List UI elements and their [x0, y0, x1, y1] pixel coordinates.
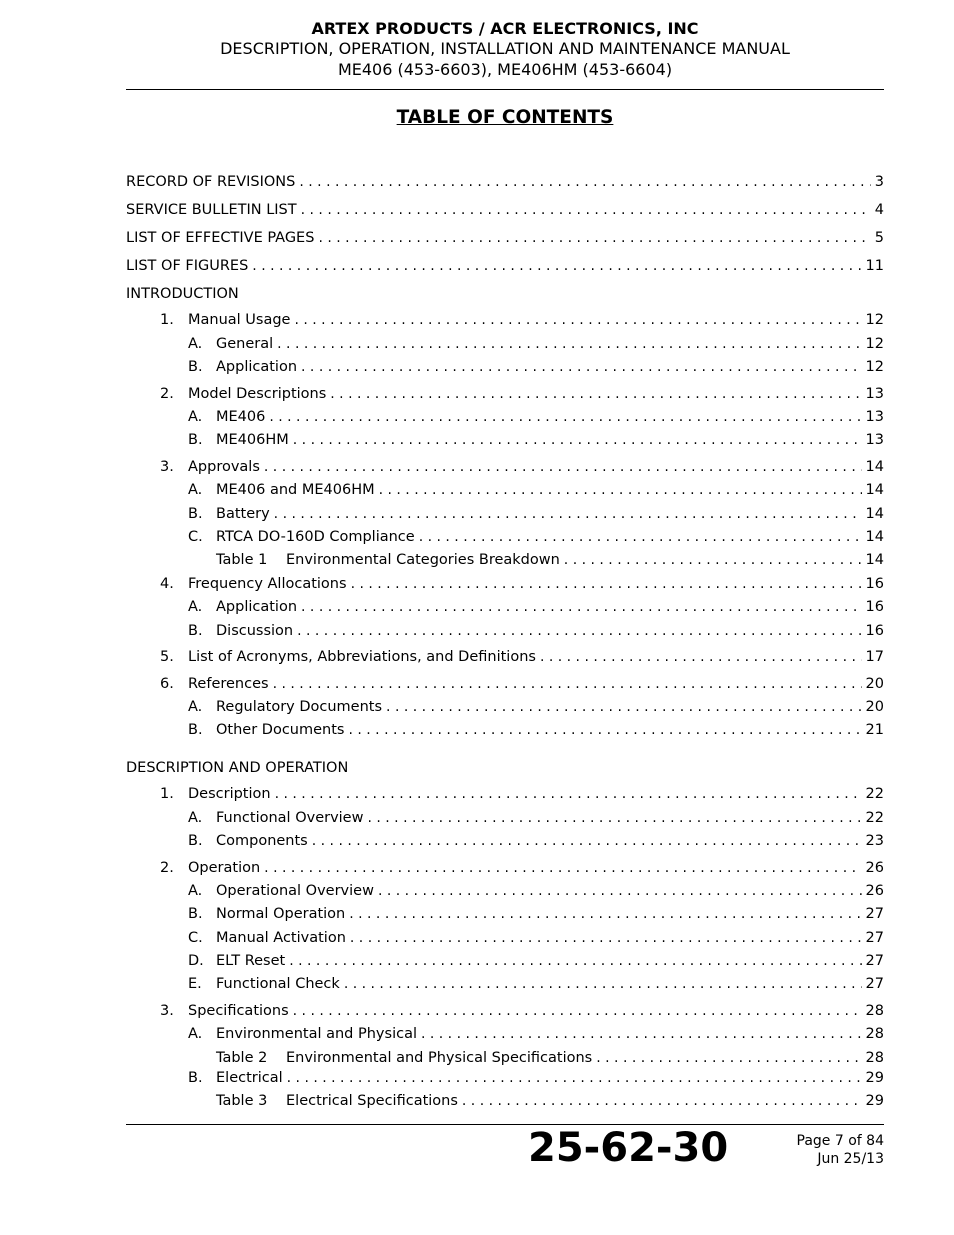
- toc-entry-number: 2.: [160, 860, 174, 876]
- toc-entry-number: E.: [188, 976, 202, 992]
- toc-entry-title: LIST OF FIGURES: [126, 258, 249, 274]
- dot-leader: [293, 1001, 862, 1021]
- toc-entry-number: A.: [188, 336, 203, 352]
- dot-leader: [287, 1068, 862, 1088]
- toc-entry[interactable]: [126, 172, 884, 192]
- toc-entry-number: 5.: [160, 649, 174, 665]
- toc-page-number: 13: [865, 409, 884, 425]
- dot-leader: [301, 597, 862, 617]
- toc-page-number: 27: [865, 906, 884, 922]
- toc-page-number: 29: [865, 1093, 884, 1109]
- toc-entry[interactable]: [188, 430, 884, 450]
- toc-entry[interactable]: [188, 621, 884, 641]
- toc-entry-number: C.: [188, 930, 203, 946]
- toc-entry-number: A.: [188, 1026, 203, 1042]
- dot-leader: [297, 621, 861, 641]
- toc-entry-title: Manual Usage: [188, 312, 291, 328]
- toc-entry-number: B.: [188, 1070, 203, 1086]
- dot-leader: [318, 228, 870, 248]
- toc-entry-title: General: [216, 336, 274, 352]
- toc-entry-title: RTCA DO-160D Compliance: [216, 529, 415, 545]
- toc-entry[interactable]: [188, 881, 884, 901]
- dot-leader: [419, 527, 862, 547]
- toc-page-number: 13: [865, 386, 884, 402]
- toc-page-number: 22: [865, 786, 884, 802]
- section-heading: INTRODUCTION: [126, 286, 239, 302]
- toc-entry-title: Approvals: [188, 459, 260, 475]
- toc-entry[interactable]: [188, 1068, 884, 1088]
- toc-entry-number: B.: [188, 506, 203, 522]
- dot-leader: [367, 808, 861, 828]
- toc-entry[interactable]: [188, 504, 884, 524]
- document-code: 25-62-30: [528, 1125, 729, 1171]
- toc-page-number: 12: [865, 312, 884, 328]
- toc-page-number: 16: [865, 576, 884, 592]
- toc-entry-title: Environmental and Physical: [216, 1026, 417, 1042]
- toc-entry-number: B.: [188, 833, 203, 849]
- toc-table-label: Table 3: [216, 1093, 268, 1109]
- dot-leader: [379, 480, 862, 500]
- toc-entry[interactable]: [188, 357, 884, 377]
- toc-page-number: 29: [865, 1070, 884, 1086]
- toc-entry-number: B.: [188, 432, 203, 448]
- toc-entry[interactable]: [188, 480, 884, 500]
- toc-page-number: 12: [865, 336, 884, 352]
- dot-leader: [301, 200, 871, 220]
- toc-page-number: 28: [865, 1050, 884, 1066]
- toc-entry-title: Functional Check: [216, 976, 340, 992]
- toc-entry-title: Normal Operation: [216, 906, 346, 922]
- toc-entry-title: Environmental and Physical Specifications: [286, 1050, 593, 1066]
- toc-entry-number: 1.: [160, 312, 174, 328]
- dot-leader: [349, 904, 861, 924]
- toc-entry[interactable]: [160, 858, 884, 878]
- dot-leader: [274, 504, 862, 524]
- toc-entry-title: SERVICE BULLETIN LIST: [126, 202, 297, 218]
- model-numbers: ME406 (453-6603), ME406HM (453-6604): [337, 60, 673, 79]
- dot-leader: [273, 674, 862, 694]
- toc-entry-title: Functional Overview: [216, 810, 364, 826]
- toc-entry-number: 3.: [160, 1003, 174, 1019]
- toc-entry-number: 2.: [160, 386, 174, 402]
- toc-page-number: 17: [865, 649, 884, 665]
- dot-leader: [264, 457, 862, 477]
- toc-entry-number: A.: [188, 599, 203, 615]
- toc-entry-number: A.: [188, 482, 203, 498]
- toc-entry-title: References: [188, 676, 269, 692]
- toc-entry-number: B.: [188, 359, 203, 375]
- dot-leader: [275, 784, 862, 804]
- dot-leader: [348, 720, 861, 740]
- toc-entry-title: Components: [216, 833, 308, 849]
- dot-leader: [350, 928, 862, 948]
- toc-entry-number: 1.: [160, 786, 174, 802]
- toc-entry[interactable]: [188, 334, 884, 354]
- dot-leader: [252, 256, 861, 276]
- header-divider: [126, 89, 884, 90]
- toc-entry[interactable]: [160, 384, 884, 404]
- page-info: [797, 1132, 884, 1168]
- toc-page-number: 27: [865, 930, 884, 946]
- toc-entry-title: LIST OF EFFECTIVE PAGES: [126, 230, 315, 246]
- toc-entry[interactable]: [160, 784, 884, 804]
- toc-entry-number: 4.: [160, 576, 174, 592]
- toc-entry-title: Description: [188, 786, 271, 802]
- toc-entry[interactable]: [188, 808, 884, 828]
- toc-page-number: 20: [865, 676, 884, 692]
- toc-entry-title: Specifications: [188, 1003, 289, 1019]
- toc-entry-title: Application: [216, 359, 298, 375]
- toc-page-number: 5: [874, 230, 884, 246]
- dot-leader: [378, 881, 862, 901]
- toc-entry[interactable]: [188, 928, 884, 948]
- toc-page-number: 12: [865, 359, 884, 375]
- toc-entry[interactable]: [188, 597, 884, 617]
- toc-entry-title: RECORD OF REVISIONS: [126, 174, 296, 190]
- toc-entry[interactable]: [160, 574, 884, 594]
- toc-entry-number: A.: [188, 810, 203, 826]
- toc-entry-number: B.: [188, 722, 203, 738]
- dot-leader: [312, 831, 862, 851]
- toc-entry[interactable]: [188, 697, 884, 717]
- toc-page-number: 16: [865, 623, 884, 639]
- toc-entry[interactable]: [188, 527, 884, 547]
- toc-entry-number: 6.: [160, 676, 174, 692]
- toc-entry-title: Operational Overview: [216, 883, 374, 899]
- toc-page-number: 20: [865, 699, 884, 715]
- dot-leader: [386, 697, 862, 717]
- toc-entry-number: B.: [188, 906, 203, 922]
- toc-page-number: 14: [865, 482, 884, 498]
- toc-entry[interactable]: [160, 457, 884, 477]
- toc-page-number: 13: [865, 432, 884, 448]
- toc-page-number: 28: [865, 1026, 884, 1042]
- toc-entry-number: B.: [188, 623, 203, 639]
- toc-entry[interactable]: [188, 1024, 884, 1044]
- toc-entry-title: Electrical Specifications: [286, 1093, 458, 1109]
- toc-entry-number: D.: [188, 953, 204, 969]
- footer-divider: [126, 1124, 884, 1125]
- toc-page-number: 3: [874, 174, 884, 190]
- toc-entry[interactable]: [188, 831, 884, 851]
- dot-leader: [344, 974, 862, 994]
- toc-page-number: 27: [865, 953, 884, 969]
- toc-entry[interactable]: [216, 1048, 884, 1068]
- toc-entry-number: A.: [188, 883, 203, 899]
- toc-entry-number: 3.: [160, 459, 174, 475]
- dot-leader: [299, 172, 870, 192]
- toc-entry-title: Discussion: [216, 623, 294, 639]
- toc-page-number: 26: [865, 860, 884, 876]
- toc-page-number: 14: [865, 529, 884, 545]
- toc-entry-title: Regulatory Documents: [216, 699, 383, 715]
- toc-page-number: 14: [865, 552, 884, 568]
- toc-page-number: 27: [865, 976, 884, 992]
- toc-entry-title: Battery: [216, 506, 270, 522]
- toc-page-number: 11: [865, 258, 884, 274]
- toc-page-number: 14: [865, 506, 884, 522]
- toc-page-number: 23: [865, 833, 884, 849]
- dot-leader: [351, 574, 862, 594]
- toc-entry[interactable]: [160, 647, 884, 667]
- toc-entry-title: Electrical: [216, 1070, 283, 1086]
- company-name: ARTEX PRODUCTS / ACR ELECTRONICS, INC: [311, 19, 699, 38]
- toc-entry-title: Environmental Categories Breakdown: [286, 552, 560, 568]
- toc-entry-title: Model Descriptions: [188, 386, 327, 402]
- toc-entry-number: C.: [188, 529, 203, 545]
- toc-entry-title: ELT Reset: [216, 953, 286, 969]
- section-heading: DESCRIPTION AND OPERATION: [126, 760, 349, 776]
- toc-entry[interactable]: [160, 310, 884, 330]
- manual-title: DESCRIPTION, OPERATION, INSTALLATION AND MAINTENANCE MANUAL: [220, 39, 790, 58]
- dot-leader: [301, 357, 862, 377]
- toc-entry[interactable]: [188, 407, 884, 427]
- toc-page-number: 21: [865, 722, 884, 738]
- dot-leader: [269, 407, 861, 427]
- toc-entry-number: A.: [188, 699, 203, 715]
- toc-entry-title: Other Documents: [216, 722, 345, 738]
- page-number: Page 7 of 84: [796, 1133, 884, 1149]
- toc-page-number: 26: [865, 883, 884, 899]
- toc-entry[interactable]: [160, 674, 884, 694]
- toc-entry[interactable]: [126, 256, 884, 276]
- toc-entry-title: Application: [216, 599, 298, 615]
- toc-entry[interactable]: [126, 228, 884, 248]
- toc-page-number: 28: [865, 1003, 884, 1019]
- toc-title: TABLE OF CONTENTS: [396, 107, 614, 128]
- toc-entry[interactable]: [188, 720, 884, 740]
- dot-leader: [264, 858, 861, 878]
- toc-entry[interactable]: [216, 550, 884, 570]
- dot-leader: [564, 550, 862, 570]
- toc-entry[interactable]: [188, 951, 884, 971]
- dot-leader: [596, 1048, 861, 1068]
- dot-leader: [421, 1024, 862, 1044]
- toc-entry-title: ME406HM: [216, 432, 289, 448]
- toc-page-number: 22: [865, 810, 884, 826]
- toc-table-label: Table 2: [216, 1050, 268, 1066]
- toc-entry-title: Operation: [188, 860, 261, 876]
- toc-entry[interactable]: [188, 974, 884, 994]
- dot-leader: [294, 310, 861, 330]
- toc-page-number: 14: [865, 459, 884, 475]
- toc-entry[interactable]: [126, 200, 884, 220]
- revision-date: Jun 25/13: [817, 1151, 884, 1167]
- dot-leader: [277, 334, 861, 354]
- toc-entry-title: ME406: [216, 409, 266, 425]
- toc-entry-title: List of Acronyms, Abbreviations, and Definitions: [188, 649, 536, 665]
- toc-entry-title: Frequency Allocations: [188, 576, 347, 592]
- toc-entry-title: ME406 and ME406HM: [216, 482, 375, 498]
- toc-entry-title: Manual Activation: [216, 930, 346, 946]
- dot-leader: [540, 647, 862, 667]
- toc-page-number: 16: [865, 599, 884, 615]
- dot-leader: [293, 430, 862, 450]
- toc-entry[interactable]: [188, 904, 884, 924]
- dot-leader: [330, 384, 861, 404]
- dot-leader: [289, 951, 861, 971]
- toc-table-label: Table 1: [216, 552, 268, 568]
- toc-entry[interactable]: [216, 1091, 884, 1111]
- toc-entry[interactable]: [160, 1001, 884, 1021]
- toc-page-number: 4: [874, 202, 884, 218]
- toc-entry-number: A.: [188, 409, 203, 425]
- dot-leader: [462, 1091, 862, 1111]
